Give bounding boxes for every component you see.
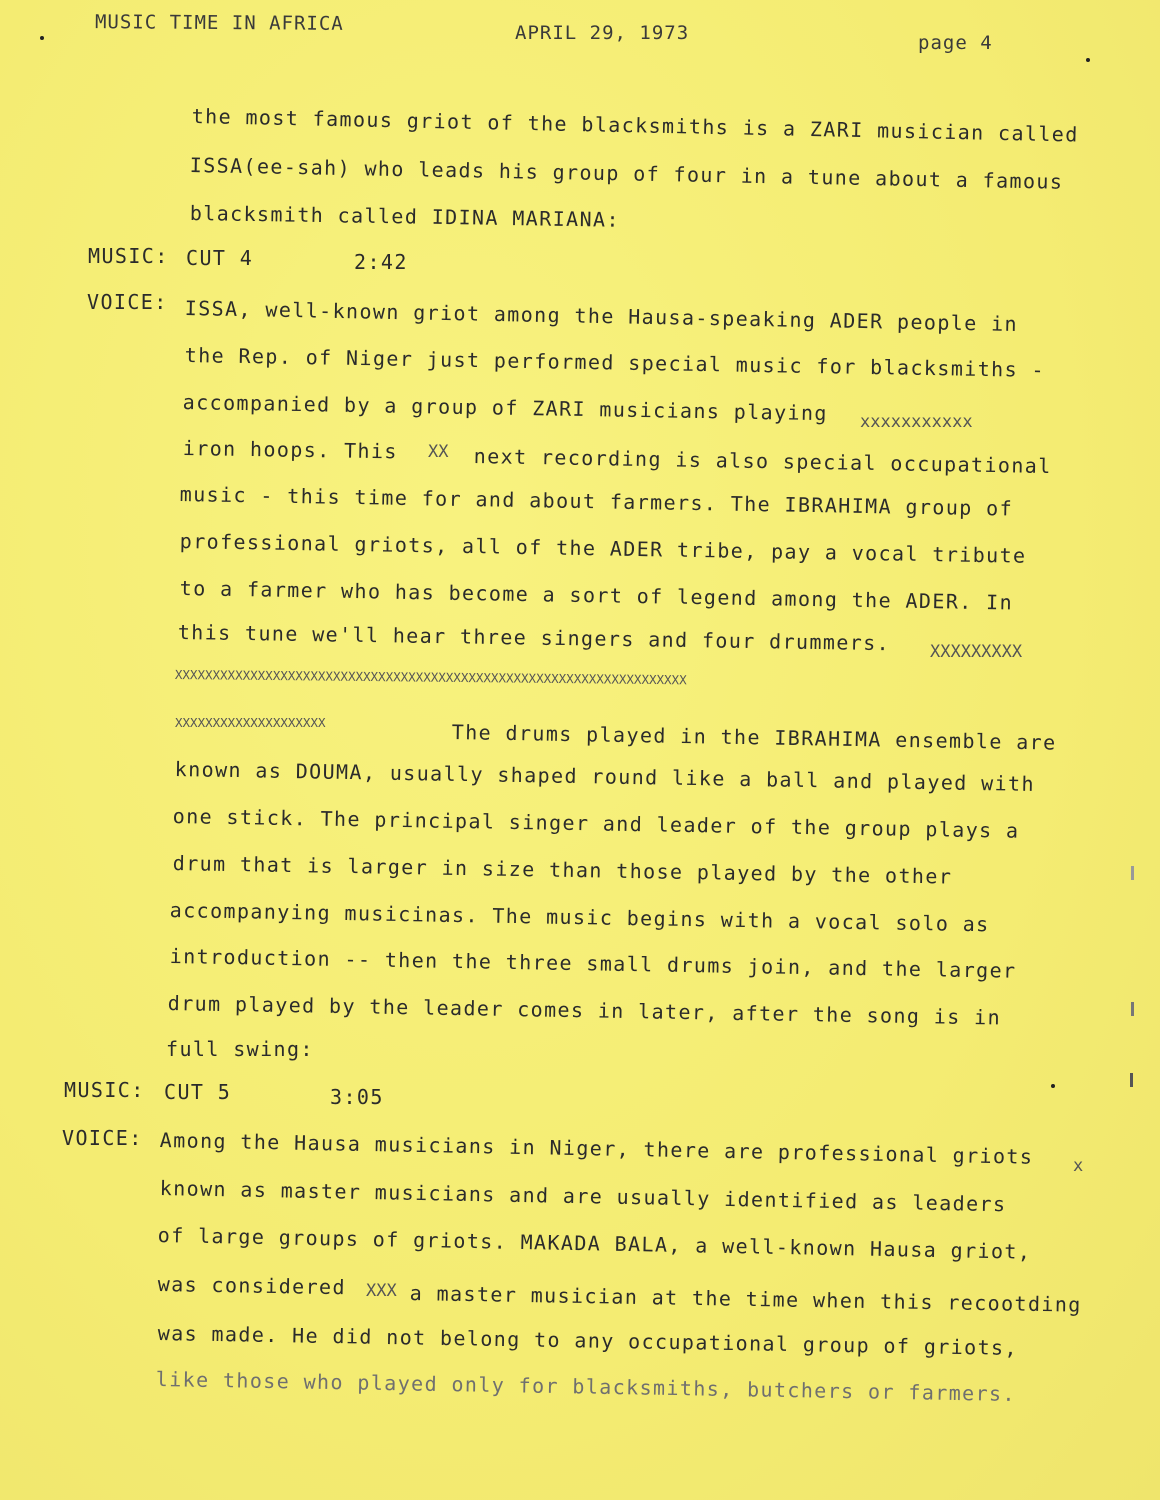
voice-line: of large groups of griots. MAKADA BALA, a well-known Hausa griot, — [157, 1223, 1032, 1264]
program-title: MUSIC TIME IN AFRICA — [94, 11, 344, 35]
strikeout-text: XX — [428, 442, 449, 462]
strikeout-text: XXX — [366, 1281, 397, 1301]
voice-line: to a farmer who has become a sort of legend among the ADER. In — [179, 576, 1014, 615]
music-cut: CUT 5 — [164, 1080, 232, 1104]
voice-line: iron hoops. This — [182, 436, 399, 464]
margin-mark — [1131, 1002, 1134, 1016]
voice-line: this tune we'll hear three singers and four drummers. — [177, 620, 891, 656]
voice-line: a master musician at the time when this recootding — [409, 1281, 1082, 1317]
strikeout-text: XXXXXXXXXXXXXXXXXXXXXXXXXXXXXXXXXXXXXXXXXXXXXXXXXXXXXXXXXXXXXXXXXXXX — [174, 667, 687, 688]
margin-mark — [1086, 58, 1090, 62]
voice-line: next recording is also special occupational — [473, 444, 1052, 479]
margin-mark — [40, 36, 44, 40]
strikeout-text: x — [1073, 1156, 1084, 1176]
voice-line: ISSA, well-known griot among the Hausa-speaking ADER people in — [184, 296, 1019, 336]
voice-line: was considered — [157, 1272, 347, 1300]
intro-line: ISSA(ee-sah) who leads his group of four in a tune about a famous — [189, 153, 1064, 194]
voice-line: the Rep. of Niger just performed special music for blacksmiths - — [184, 343, 1046, 383]
voice-line: music - this time for and about farmers. The IBRAHIMA group of — [179, 482, 1014, 521]
voice-line: accompanying musicinas. The music begins with a vocal solo as — [169, 898, 990, 937]
voice-line: introduction -- then the three small drums join, and the larger — [169, 944, 1017, 983]
voice-line: one stick. The principal singer and leader of the group plays a — [172, 804, 1020, 843]
music-duration: 3:05 — [330, 1085, 384, 1109]
broadcast-date: APRIL 29, 1973 — [515, 22, 690, 44]
intro-line: the most famous griot of the blacksmiths is a ZARI musician called — [191, 104, 1079, 147]
voice-line: accompanied by a group of ZARI musicians playing — [182, 390, 829, 426]
strikeout-text: XXXXXXXXX — [930, 642, 1023, 662]
margin-mark — [1051, 1084, 1055, 1088]
music-duration: 2:42 — [354, 250, 408, 274]
voice-label: VOICE: — [87, 290, 168, 314]
voice-line: known as master musicians and are usually identified as leaders — [159, 1176, 1007, 1217]
music-label: MUSIC: — [64, 1078, 145, 1102]
margin-mark — [1131, 866, 1134, 880]
margin-mark — [1130, 1073, 1133, 1087]
music-cut: CUT 4 — [186, 246, 254, 270]
music-label: MUSIC: — [88, 244, 169, 268]
voice-line: drum that is larger in size than those played by the other — [172, 851, 953, 889]
voice-line: known as DOUMA, usually shaped round like a ball and played with — [174, 757, 1036, 797]
voice-line: like those who played only for blacksmiths, butchers or farmers. — [155, 1367, 1017, 1407]
voice-line: full swing: — [166, 1037, 314, 1061]
voice-line: drum played by the leader comes in later, after the song is in — [167, 991, 1002, 1030]
voice-label: VOICE: — [62, 1126, 143, 1150]
strikeout-text: xxxxxxxxxxx — [860, 412, 973, 432]
intro-line: blacksmith called IDINA MARIANA: — [189, 201, 621, 232]
page-number: page 4 — [918, 32, 993, 54]
voice-line: professional griots, all of the ADER tribe, pay a vocal tribute — [179, 529, 1027, 568]
voice-line: was made. He did not belong to any occupational group of griots, — [157, 1321, 1019, 1361]
strikeout-text: XXXXXXXXXXXXXXXXXXXX — [175, 715, 326, 730]
voice-line: The drums played in the IBRAHIMA ensemble are — [451, 720, 1057, 755]
voice-line: Among the Hausa musicians in Niger, there are professional griots — [159, 1128, 1034, 1169]
